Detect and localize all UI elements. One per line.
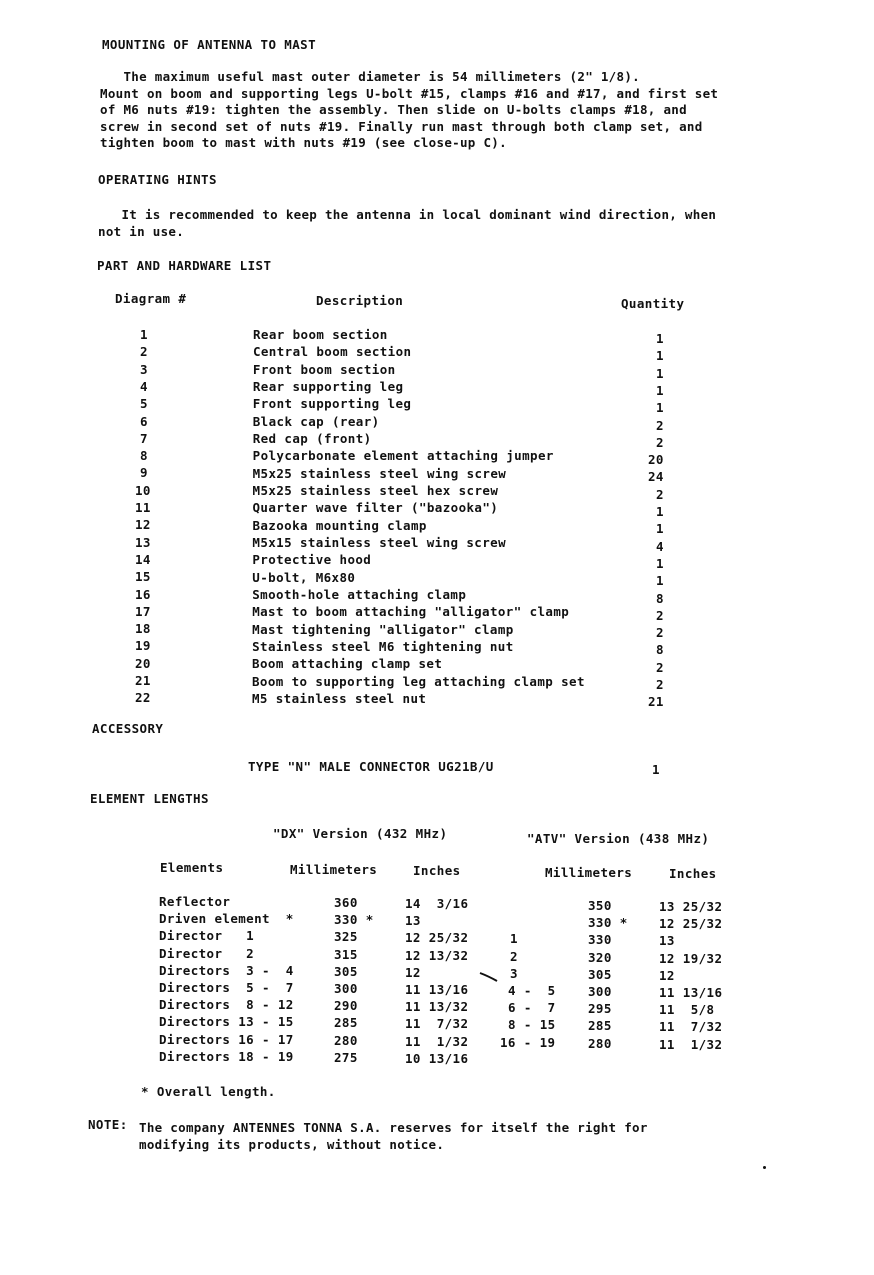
atv-millimeters: 295 [588,1001,612,1017]
footnote-overall-length: * Overall length. [141,1084,276,1099]
elements-header-atv-inches: Inches [669,866,717,881]
part-quantity: 1 [656,573,664,589]
mounting-line: tighten boom to mast with nuts #19 (see close-up C). [100,135,507,150]
stray-ink-dot [763,1166,766,1169]
part-number: 9 [140,465,148,481]
part-quantity: 1 [656,382,664,398]
dx-millimeters: 290 [334,998,358,1014]
part-description: Front boom section [252,361,396,377]
part-number: 16 [135,586,151,602]
part-quantity: 1 [656,348,664,364]
part-quantity: 1 [656,365,664,381]
part-number: 17 [135,603,151,619]
part-description: Quarter wave filter ("bazooka") [252,500,499,516]
atv-millimeters: 280 [588,1035,612,1051]
part-description: Smooth-hole attaching clamp [252,586,467,602]
atv-element: 4 - 5 [508,983,556,998]
mounting-line: The maximum useful mast outer diameter is 54 millimeters (2" 1/8). [100,69,640,84]
part-description: Mast tightening "alligator" clamp [252,621,514,637]
part-number: 22 [135,690,151,706]
dx-inches: 11 13/16 [405,982,469,997]
atv-element: 1 [510,931,518,947]
part-quantity: 1 [656,521,664,537]
element-name: Director 2 [159,945,255,961]
hints-heading: OPERATING HINTS [98,172,217,187]
part-description: Stainless steel M6 tightening nut [252,638,514,654]
part-number: 8 [140,448,148,464]
note-label: NOTE: [88,1117,128,1132]
atv-inches: 12 [659,967,675,983]
part-description: Mast to boom attaching "alligator" clamp [252,604,570,620]
part-description: Rear supporting leg [252,378,404,394]
part-number: 7 [140,430,148,446]
part-quantity: 24 [648,469,664,485]
part-quantity: 8 [656,642,664,658]
note-line: The company ANTENNES TONNA S.A. reserves for itself the right for [139,1120,648,1135]
part-quantity: 2 [656,659,664,675]
parts-header-description: Description [316,293,404,308]
part-description: U-bolt, M6x80 [252,569,356,585]
part-number: 11 [135,500,151,515]
part-number: 1 [140,327,148,342]
part-quantity: 20 [648,452,664,468]
atv-inches: 11 13/16 [659,985,723,1000]
parts-header-diagram: Diagram # [115,291,187,306]
atv-millimeters: 330 [588,932,612,948]
mounting-line: Mount on boom and supporting legs U-bolt #15, clamps #16 and #17, and first set [100,85,719,101]
element-name: Directors 18 - 19 [159,1048,294,1064]
accessory-heading: ACCESSORY [92,721,164,736]
accessory-item: TYPE "N" MALE CONNECTOR UG21B/U [248,759,494,774]
part-number: 19 [135,638,151,654]
atv-element: 8 - 15 [508,1017,556,1033]
part-number: 13 [135,534,151,550]
part-quantity: 1 [656,504,664,519]
element-name: Directors 8 - 12 [159,997,294,1013]
part-number: 18 [135,621,151,637]
element-name: Directors 5 - 7 [159,980,294,995]
atv-element: 2 [510,948,518,964]
elements-header-inches: Inches [413,863,461,878]
element-name: Directors 13 - 15 [159,1014,294,1030]
part-quantity: 1 [656,331,664,346]
dx-inches: 11 13/32 [405,999,469,1015]
part-quantity: 4 [656,538,664,554]
element-name: Driven element * [159,911,294,927]
part-description: Red cap (front) [252,430,372,446]
atv-millimeters: 320 [588,949,612,965]
part-description: Rear boom section [253,327,388,342]
atv-inches: 12 25/32 [659,916,723,932]
part-description: Protective hood [252,552,372,568]
hints-line: It is recommended to keep the antenna in local dominant wind direction, when [98,207,717,222]
atv-inches: 13 25/32 [659,899,723,914]
hand-drawn-tick-mark [478,970,500,984]
atv-version-title: "ATV" Version (438 MHz) [527,831,710,846]
part-quantity: 21 [648,694,664,710]
atv-element: 3 [510,965,518,981]
part-number: 6 [140,413,148,429]
part-quantity: 2 [656,677,664,692]
dx-inches: 14 3/16 [405,896,469,911]
part-quantity: 2 [656,417,664,433]
atv-inches: 12 19/32 [659,950,723,966]
part-number: 20 [135,655,151,671]
dx-millimeters: 305 [334,963,358,979]
part-description: M5x25 stainless steel hex screw [252,482,499,498]
part-number: 10 [135,482,151,498]
atv-inches: 11 7/32 [659,1019,723,1035]
elements-header-atv-mm: Millimeters [545,865,633,880]
mounting-paragraph [100,69,718,152]
hints-line: not in use. [98,223,185,239]
atv-millimeters: 285 [588,1018,612,1034]
atv-inches: 13 [659,933,675,949]
dx-inches: 12 25/32 [405,930,469,946]
part-description: Bazooka mounting clamp [252,517,427,533]
dx-millimeters: 275 [334,1049,358,1065]
atv-millimeters: 350 [588,898,612,913]
part-quantity: 2 [656,607,664,623]
parts-heading: PART AND HARDWARE LIST [97,258,272,273]
part-number: 12 [135,517,151,533]
part-quantity: 1 [656,400,664,416]
dx-millimeters: 325 [334,929,358,945]
atv-inches: 11 1/32 [659,1036,723,1052]
element-name: Directors 16 - 17 [159,1031,294,1047]
part-number: 4 [140,378,148,394]
element-name: Reflector [159,894,231,909]
elements-heading: ELEMENT LENGTHS [90,791,209,806]
part-number: 14 [135,551,151,567]
atv-millimeters: 305 [588,966,612,982]
parts-header-quantity: Quantity [621,296,685,311]
part-number: 15 [135,569,151,585]
part-description: M5x15 stainless steel wing screw [252,534,507,550]
part-quantity: 2 [656,486,664,502]
dx-inches: 10 13/16 [405,1050,469,1066]
part-quantity: 2 [656,625,664,641]
part-number: 3 [140,361,148,377]
part-description: Boom attaching clamp set [252,656,443,672]
part-description: Black cap (rear) [252,413,380,429]
elements-header-elements: Elements [160,860,224,875]
atv-inches: 11 5/8 [659,1002,715,1018]
part-quantity: 2 [656,434,664,450]
accessory-quantity: 1 [652,762,660,777]
note-line: modifying its products, without notice. [139,1137,445,1152]
part-description: Boom to supporting leg attaching clamp set [252,673,585,689]
part-description: Central boom section [252,344,412,360]
dx-millimeters: 315 [334,946,358,962]
dx-millimeters: 330 * [334,912,374,928]
dx-inches: 12 13/32 [405,947,469,963]
part-number: 5 [140,396,148,412]
dx-inches: 13 [405,913,421,929]
elements-header-mm: Millimeters [290,862,378,877]
atv-millimeters: 300 [588,984,612,999]
hints-paragraph [98,207,716,240]
dx-version-title: "DX" Version (432 MHz) [273,826,448,841]
dx-millimeters: 300 [334,981,358,996]
dx-inches: 12 [405,964,421,980]
part-description: Polycarbonate element attaching jumper [252,448,554,464]
part-description: M5x25 stainless steel wing screw [252,465,507,481]
element-name: Directors 3 - 4 [159,962,294,978]
mounting-line: screw in second set of nuts #19. Finally run mast through both clamp set, and [100,118,703,134]
element-name: Director 1 [159,928,255,944]
dx-inches: 11 7/32 [405,1016,469,1032]
note-paragraph [139,1119,648,1153]
atv-element: 6 - 7 [508,1000,556,1016]
part-number: 21 [135,673,151,688]
part-number: 2 [140,344,148,360]
part-description: Front supporting leg [252,396,412,412]
atv-millimeters: 330 * [588,915,628,931]
dx-millimeters: 280 [334,1032,358,1048]
part-quantity: 8 [656,590,664,606]
dx-millimeters: 285 [334,1015,358,1031]
part-description: M5 stainless steel nut [251,690,427,706]
part-quantity: 1 [656,555,664,571]
atv-element: 16 - 19 [500,1034,556,1050]
dx-millimeters: 360 [334,895,358,910]
mounting-heading: MOUNTING OF ANTENNA TO MAST [102,37,316,52]
mounting-line: of M6 nuts #19: tighten the assembly. Then slide on U-bolts clamps #18, and [100,102,687,117]
dx-inches: 11 1/32 [405,1033,469,1049]
